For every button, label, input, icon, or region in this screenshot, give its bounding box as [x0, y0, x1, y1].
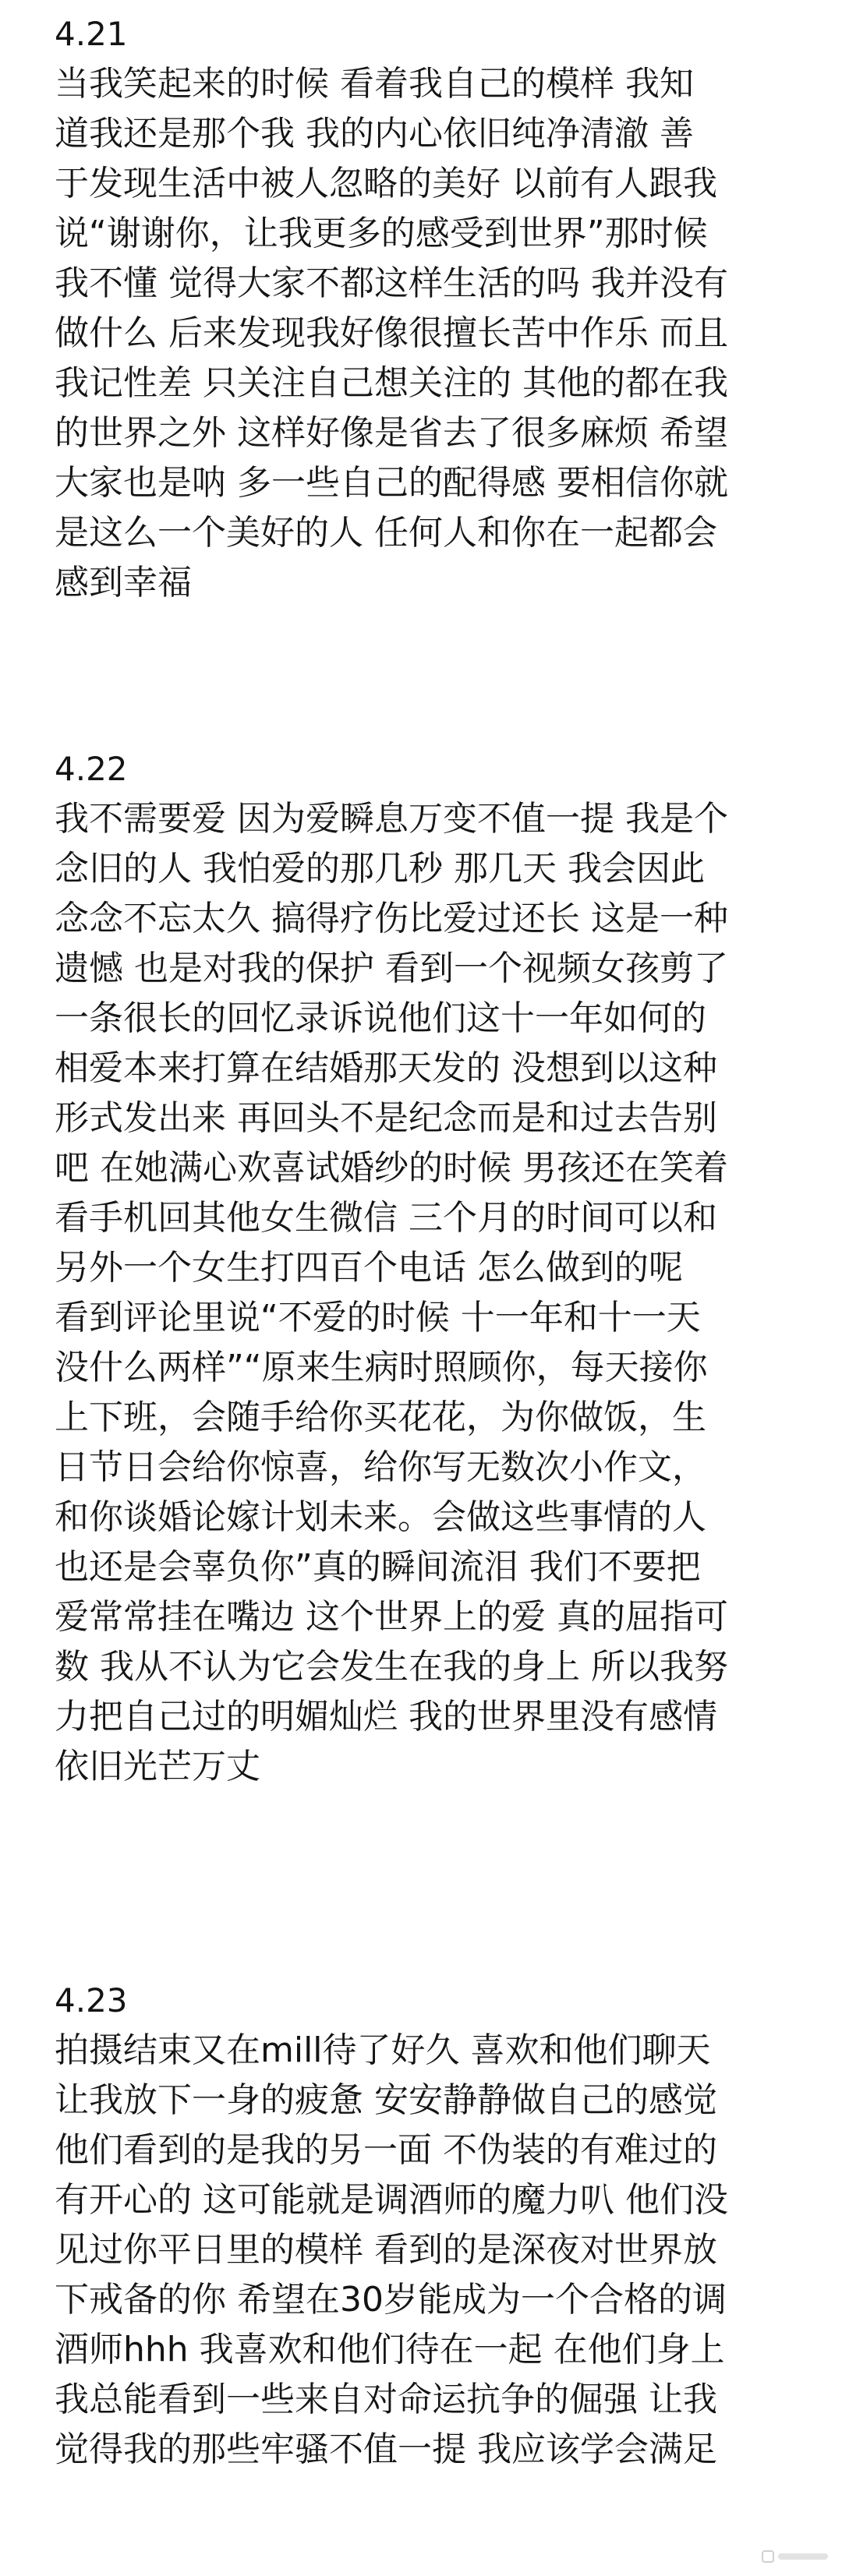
text-line: 于发现生活中被人忽略的美好 以前有人跟我 — [55, 164, 717, 203]
text-line: 力把自己过的明媚灿烂 我的世界里没有感情 — [55, 1697, 717, 1737]
text-line: 相爱本来打算在结婚那天发的 没想到以这种 — [55, 1048, 717, 1088]
diary-entry — [55, 744, 803, 1792]
text-line: 拍摄结束又在mill待了好久 喜欢和他们聊天 — [55, 2030, 711, 2070]
diary-entry — [55, 1976, 803, 2475]
text-line: 和你谈婚论嫁计划未来。会做这些事情的人 — [55, 1497, 706, 1537]
text-line: 觉得我的那些牢骚不值一提 我应该学会满足 — [55, 2429, 717, 2469]
text-line: 的世界之外 这样好像是省去了很多麻烦 希望 — [55, 413, 728, 453]
text-line: 我不懂 觉得大家不都这样生活的吗 我并没有 — [55, 263, 728, 303]
text-line: 下戒备的你 希望在30岁能成为一个合格的调 — [55, 2280, 727, 2320]
entry-text — [55, 794, 803, 1792]
text-line: 有开心的 这可能就是调酒师的魔力叭 他们没 — [55, 2180, 728, 2220]
entry-text — [55, 59, 803, 608]
text-line: 我不需要爱 因为爱瞬息万变不值一提 我是个 — [55, 799, 728, 839]
text-line: 说“谢谢你，让我更多的感受到世界”那时候 — [55, 214, 708, 253]
text-line: 一条很长的回忆录诉说他们这十一年如何的 — [55, 998, 706, 1038]
text-line: 做什么 后来发现我好像很擅长苦中作乐 而且 — [55, 313, 728, 353]
text-line: 当我笑起来的时候 看着我自己的模样 我知 — [55, 64, 694, 104]
text-line: 感到幸福 — [55, 563, 192, 602]
text-line: 看手机回其他女生微信 三个月的时间可以和 — [55, 1198, 717, 1238]
entry-text — [55, 2026, 803, 2475]
text-line: 也还是会辜负你”真的瞬间流泪 我们不要把 — [55, 1547, 701, 1587]
text-line: 没什么两样”“原来生病时照顾你，每天接你 — [55, 1348, 708, 1387]
text-line: 日节日会给你惊喜，给你写无数次小作文， — [55, 1447, 706, 1487]
watermark-logo — [761, 2546, 831, 2571]
text-line: 念旧的人 我怕爱的那几秒 那几天 我会因此 — [55, 849, 705, 889]
text-line: 酒师hhh 我喜欢和他们待在一起 在他们身上 — [55, 2330, 725, 2369]
text-line: 另外一个女生打四百个电话 怎么做到的呢 — [55, 1248, 683, 1288]
entry-date: 4.22 — [55, 750, 128, 788]
entry-date: 4.23 — [55, 1981, 128, 2019]
text-line: 让我放下一身的疲惫 安安静静做自己的感觉 — [55, 2080, 717, 2120]
text-line: 我记性差 只关注自己想关注的 其他的都在我 — [55, 363, 728, 403]
text-line: 见过你平日里的模样 看到的是深夜对世界放 — [55, 2230, 717, 2270]
text-line: 吧 在她满心欢喜试婚纱的时候 男孩还在笑着 — [55, 1148, 728, 1188]
text-line: 大家也是呐 多一些自己的配得感 要相信你就 — [55, 463, 728, 503]
text-line: 遗憾 也是对我的保护 看到一个视频女孩剪了 — [55, 949, 728, 988]
text-line: 数 我从不认为它会发生在我的身上 所以我努 — [55, 1647, 728, 1687]
text-line: 道我还是那个我 我的内心依旧纯净清澈 善 — [55, 114, 694, 154]
entry-date: 4.21 — [55, 15, 128, 53]
text-line: 是这么一个美好的人 任何人和你在一起都会 — [55, 513, 717, 553]
text-line: 我总能看到一些来自对命运抗争的倔强 让我 — [55, 2380, 717, 2419]
text-line: 形式发出来 再回头不是纪念而是和过去告别 — [55, 1098, 717, 1138]
text-line: 看到评论里说“不爱的时候 十一年和十一天 — [55, 1298, 701, 1337]
text-line: 依旧光芒万丈 — [55, 1747, 260, 1786]
text-line: 他们看到的是我的另一面 不伪装的有难过的 — [55, 2130, 717, 2170]
text-line: 爱常常挂在嘴边 这个世界上的爱 真的屈指可 — [55, 1597, 728, 1637]
text-line: 念念不忘太久 搞得疗伤比爱过还长 这是一种 — [55, 899, 728, 938]
diary-entry — [55, 9, 803, 608]
text-line: 上下班，会随手给你买花花，为你做饭，生 — [55, 1398, 706, 1437]
